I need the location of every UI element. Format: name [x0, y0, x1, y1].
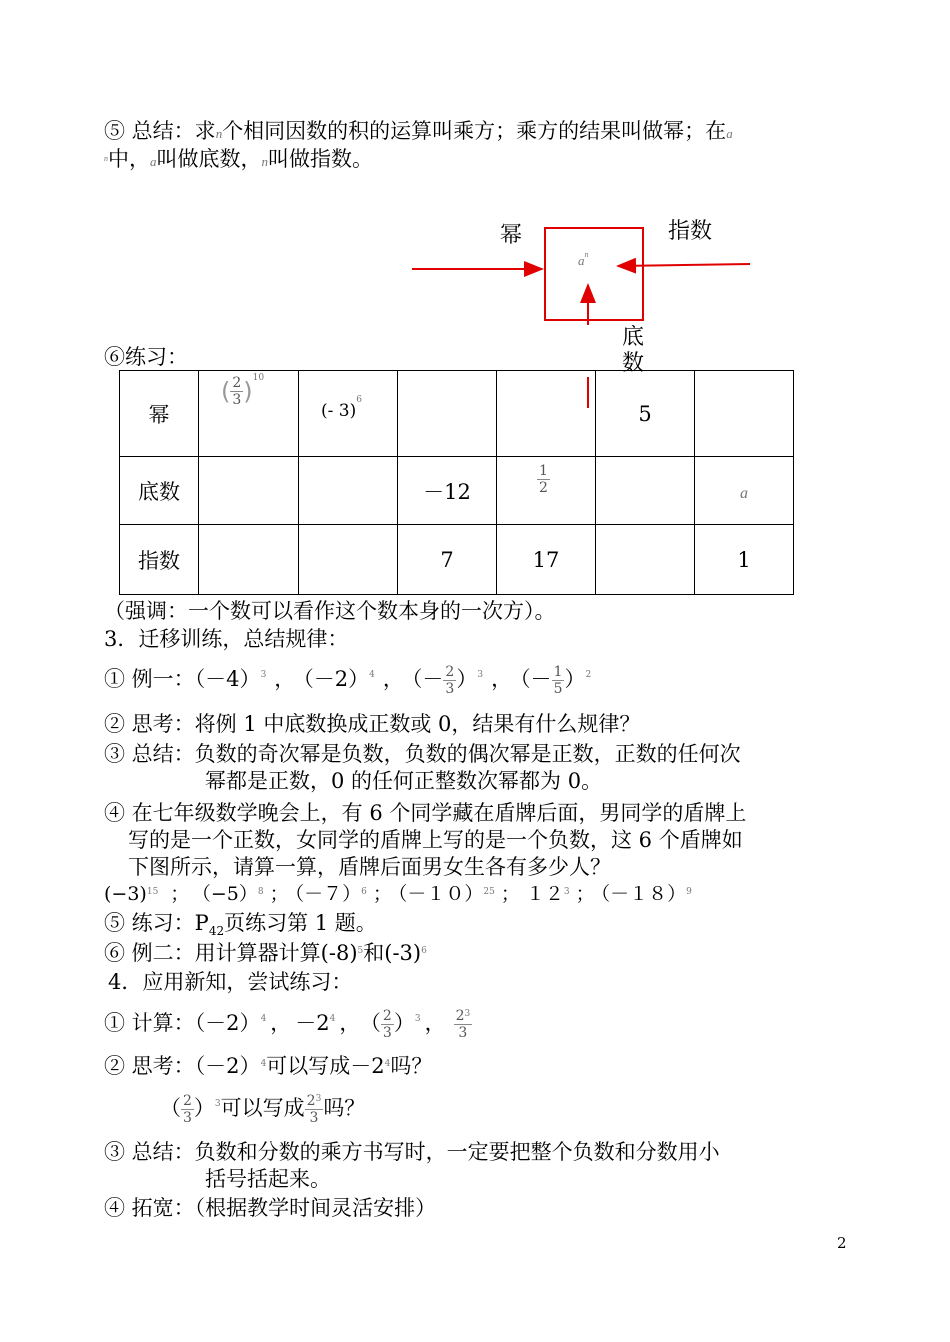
- cell-base-6: a: [695, 457, 794, 525]
- row-label-exponent: 指数: [120, 525, 199, 595]
- power-label: 幂: [500, 223, 523, 248]
- think-2-fraction: （ $\frac{2}{3}$ ）$^3$可以写成 $\frac{2^3}{3}$ 吗？: [160, 1093, 366, 1126]
- cell-power-5: 5: [596, 371, 695, 457]
- center-expression: $a^n$: [578, 250, 589, 268]
- example-2: ⑥ 例二：用计算器计算$(-8)^5$和$(-3)^6$: [104, 941, 427, 965]
- cell-base-5: [596, 457, 695, 525]
- expand: ④ 拓宽：（根据教学时间灵活安排）: [104, 1196, 437, 1220]
- summary-3b-line-1: ③ 总结：负数和分数的乘方书写时，一定要把整个负数和分数用小: [104, 1140, 720, 1164]
- cell-exp-1: [199, 525, 299, 595]
- cell-power-6: [695, 371, 794, 457]
- row-label-power: 幂: [120, 371, 199, 457]
- exercise-title: ⑥练习：: [104, 345, 188, 369]
- power-box: [545, 228, 643, 320]
- cell-base-2: [299, 457, 398, 525]
- section-3-heading: 3．迁移训练，总结规律：: [104, 627, 349, 651]
- exercise-table: [119, 370, 794, 595]
- cell-base-4: $\frac{1}{2}$: [497, 457, 596, 525]
- think-1: ② 思考：将例 1 中底数换成正数或 0，结果有什么规律？: [104, 712, 641, 736]
- emphasis-note: （强调：一个数可以看作这个数本身的一次方）。: [104, 599, 556, 623]
- base-label: 底 数: [578, 325, 688, 377]
- summary-3-line-2: 幂都是正数，0 的任何正整数次幂都为 0。: [205, 769, 603, 793]
- cell-power-4: [497, 371, 596, 457]
- cell-exp-2: [299, 525, 398, 595]
- cell-power-3: [398, 371, 497, 457]
- row-label-base: 底数: [120, 457, 199, 525]
- example-1: ① 例一：$(-4)^3$ ， $(-2)^4$ ， （－ $\frac{2}{3}$ ）$^3$ ， （－ $\frac{1}{5}$ ）$^2$: [104, 664, 592, 697]
- practice-5: ⑤ 练习：$P_{42}$页练习第 1 题。: [104, 911, 377, 939]
- cell-exp-3: 7: [398, 525, 497, 595]
- summary-line-1: ⑤ 总结：求n个相同因数的积的运算叫乘方；乘方的结果叫做幂；在a: [104, 119, 733, 143]
- shield-problem-line-2: 写的是一个正数，女同学的盾牌上写的是一个负数，这 6 个盾牌如: [128, 828, 743, 852]
- cell-base-3: －12: [398, 457, 497, 525]
- summary-3-line-1: ③ 总结：负数的奇次幂是负数，负数的偶次幂是正数，正数的任何次: [104, 742, 741, 766]
- var-n: n: [215, 126, 223, 141]
- page-number: 2: [837, 1234, 847, 1252]
- shield-problem-line-1: ④ 在七年级数学晚会上，有 6 个同学藏在盾牌后面，男同学的盾牌上: [104, 801, 747, 825]
- exponent-arrow: [618, 264, 750, 266]
- cell-exp-4: 17: [497, 525, 596, 595]
- section-4-heading: 4．应用新知，尝试练习：: [108, 970, 353, 994]
- shield-problem-line-3: 下图所示，请算一算，盾牌后面男女生各有多少人？: [128, 855, 611, 879]
- cell-exp-6: 1: [695, 525, 794, 595]
- calculate: ① 计算：$(-2)^4$ ， $-2^4$ ， （ $\frac{2}{3}$ ）$^3$ ， $\frac{2^3}{3}$: [104, 1008, 471, 1041]
- summary-3b-line-2: 括号括起来。: [205, 1167, 331, 1191]
- cell-power-2: (- 3)$^6$: [299, 371, 398, 457]
- think-2: ② 思考：$(-2)^4$可以写成$-2^4$吗？: [104, 1054, 433, 1078]
- shield-values: $(-3)^{15}$ ； $(-5)^8$ ； $(-7)^6$ ； $(-10)^{25}$ ； $12^3$ ； $(-18)^9$: [104, 883, 692, 905]
- cell-base-1: [199, 457, 299, 525]
- summary-line-2: $^n$中，a叫做底数，n叫做指数。: [104, 147, 373, 171]
- exponent-label: 指数: [668, 219, 713, 244]
- var-a: a: [726, 126, 733, 141]
- cell-exp-5: [596, 525, 695, 595]
- cell-power-1: ( $\frac{2}{3}$ )$^{10}$: [199, 371, 299, 457]
